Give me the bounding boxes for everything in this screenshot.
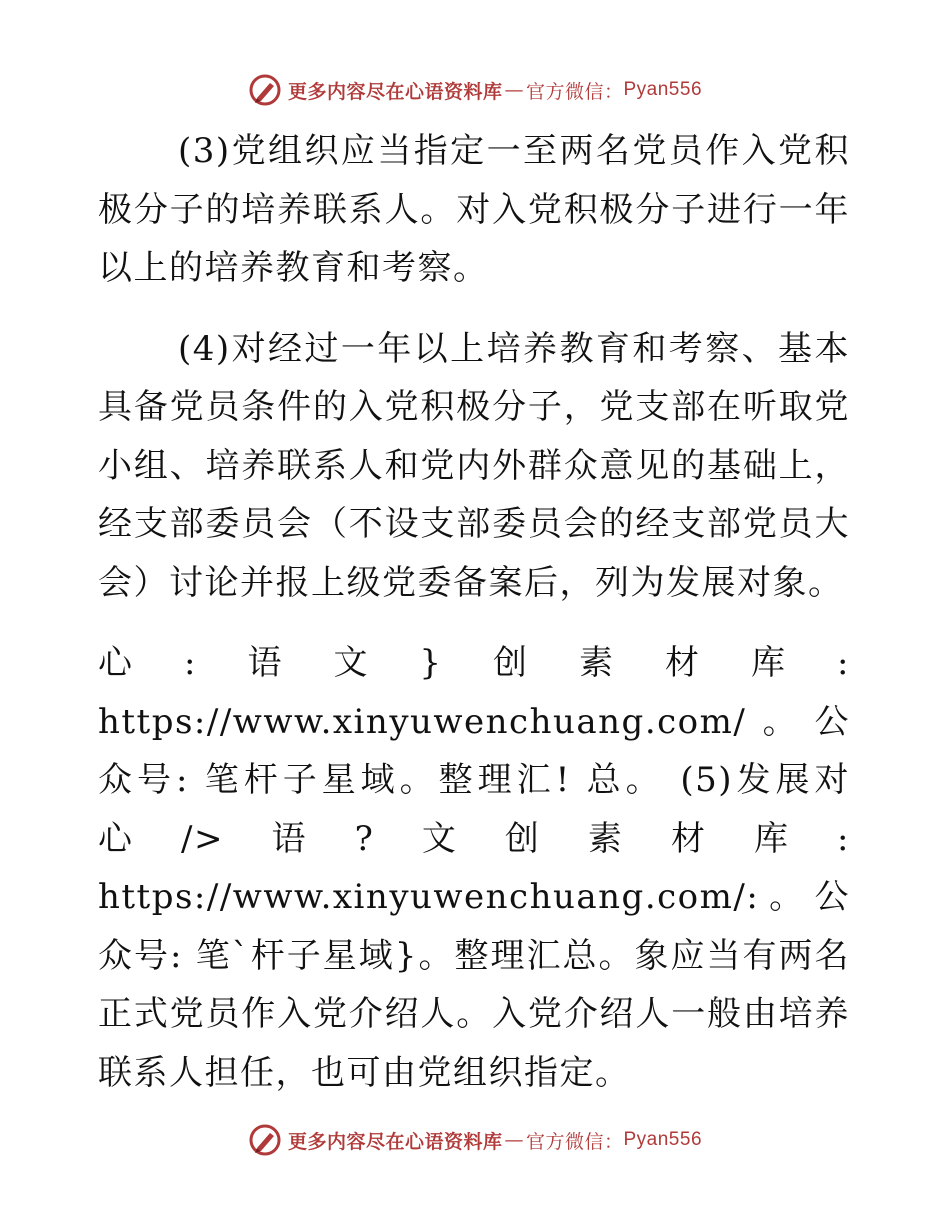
- wechat-label: 官方微信：: [525, 1130, 624, 1153]
- site-name: 更多内容尽在心语资料库: [287, 80, 503, 103]
- document-body: [98, 122, 850, 1102]
- pen-logo-icon: [248, 1123, 282, 1157]
- banner-separator: —: [504, 79, 524, 101]
- paragraph-5: 心:语文}创素材库: https://www.xinyuwenchuang.com/。公众号: 笔杆子星域。整理汇! 总。 (5)发展对心/>语?文创素材库: https://www.xinyuwenchuang.com/:。公众号: 笔`杆子星域}。整理汇总。象应当有两名正式党员作入党介绍人。入党介绍人一般由培养联系人担任，也可由党组织指定。: [98, 643, 850, 1093]
- wechat-id: Pyan556: [623, 1129, 703, 1150]
- header-banner: [0, 70, 950, 110]
- site-name: 更多内容尽在心语资料库: [287, 1130, 503, 1153]
- wechat-id: Pyan556: [623, 79, 703, 100]
- footer-banner: [0, 1120, 950, 1160]
- wechat-label: 官方微信：: [525, 80, 624, 103]
- paragraph-3: (3)党组织应当指定一至两名党员作入党积极分子的培养联系人。对入党积极分子进行一年以上的培养教育和考察。: [98, 131, 850, 288]
- pen-logo-icon: [248, 73, 282, 107]
- paragraph-4: (4)对经过一年以上培养教育和考察、基本具备党员条件的入党积极分子，党支部在听取党小组、培养联系人和党内外群众意见的基础上，经支部委员会（不设支部委员会的经支部党员大会）讨论并报上级党委备案后，列为发展对象。: [98, 328, 850, 603]
- banner-separator: —: [504, 1129, 524, 1151]
